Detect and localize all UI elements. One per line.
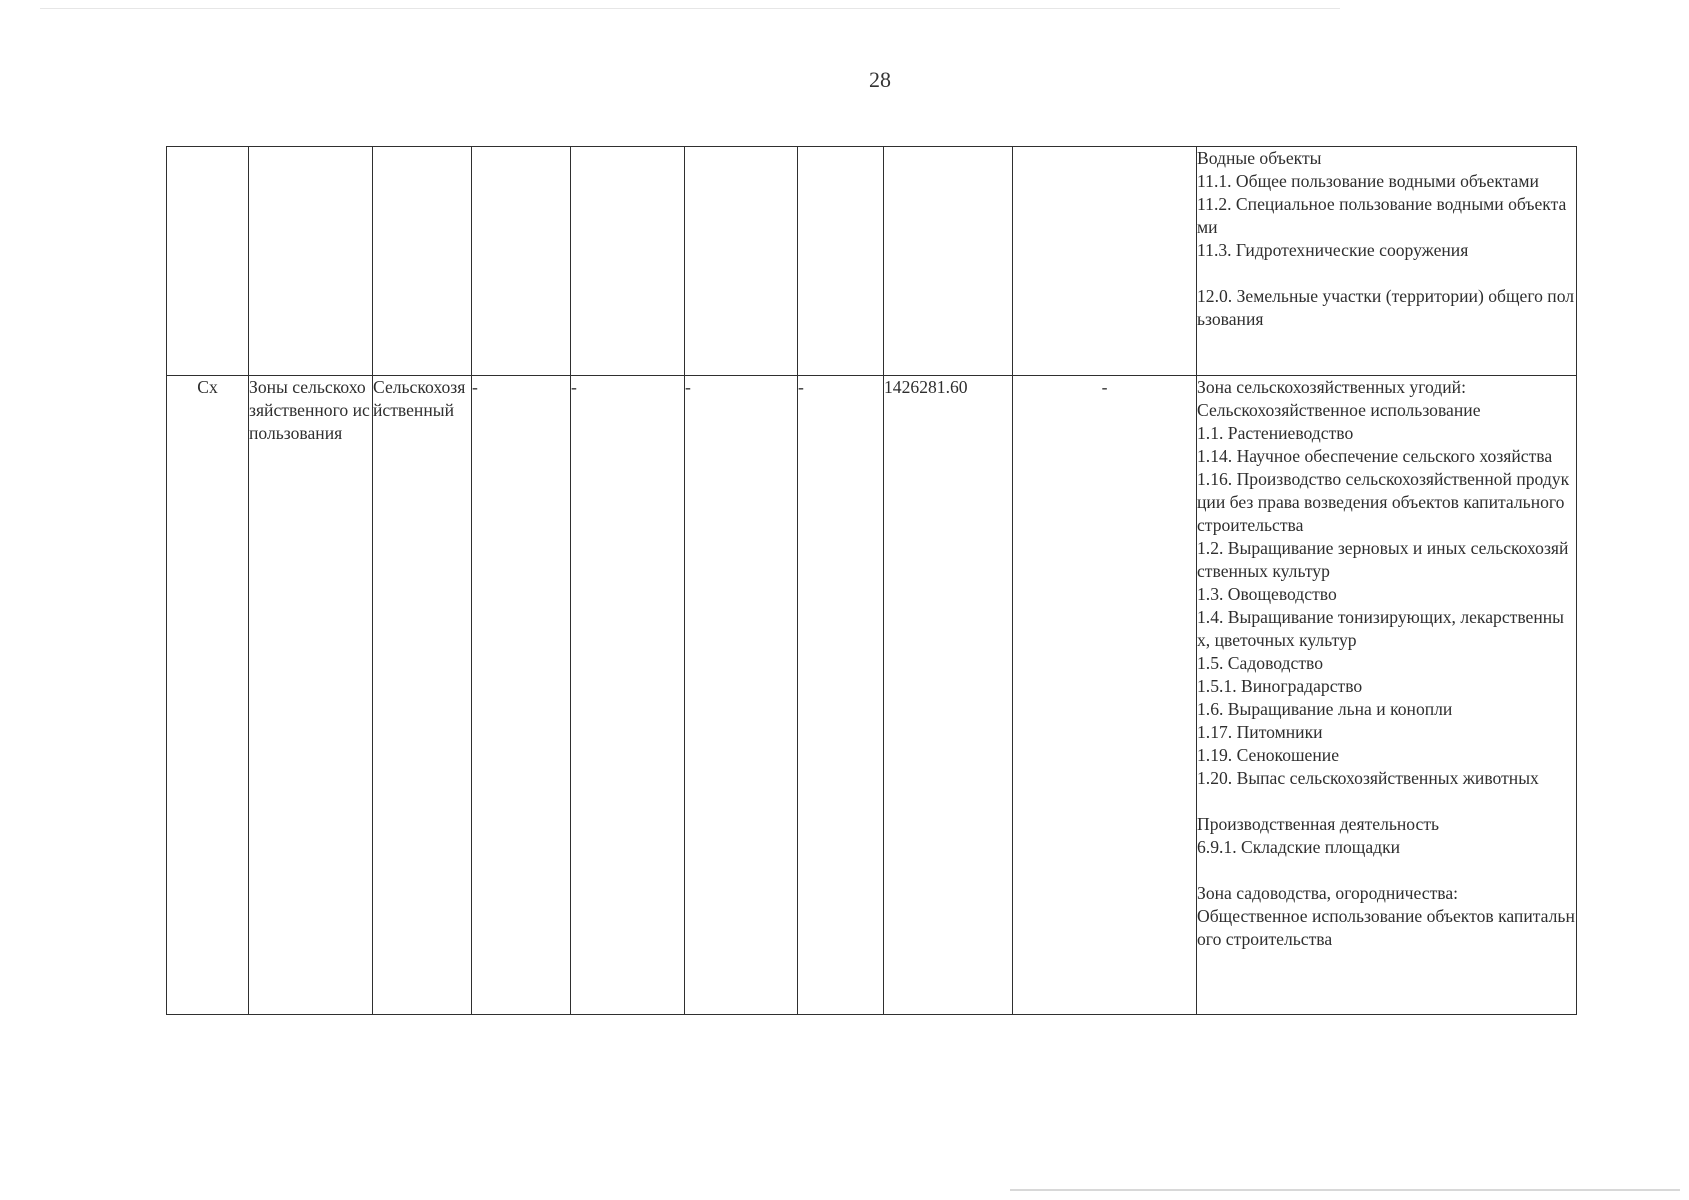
- zone-type-cell: Сельскохозяйственный: [373, 376, 472, 1015]
- table-cell: [685, 147, 798, 376]
- uses-line: 1.5.1. Виноградарство: [1197, 676, 1363, 696]
- uses-line: 6.9.1. Складские площадки: [1197, 837, 1401, 857]
- scan-edge-line-top: [40, 8, 1340, 9]
- uses-line: 1.14. Научное обеспечение сельского хозяйства: [1197, 446, 1553, 466]
- uses-line: Производственная деятельность: [1197, 814, 1440, 834]
- table-cell: -: [798, 376, 884, 1015]
- table-cell: [249, 147, 373, 376]
- uses-spacer: [1197, 790, 1576, 813]
- table-cell: -: [571, 376, 685, 1015]
- table-row: [167, 376, 1577, 1015]
- zone-code-cell: Сх: [167, 376, 249, 1015]
- zone-name-cell: Зоны сельскохозяйственного использования: [249, 376, 373, 1015]
- table-cell: [472, 147, 571, 376]
- uses-line: 11.1. Общее пользование водными объектами: [1197, 171, 1539, 191]
- zone-area-cell: 1426281.60: [884, 376, 1013, 1015]
- uses-line: 12.0. Земельные участки (территории) общего пользования: [1197, 286, 1575, 329]
- permitted-uses-cell: [1197, 376, 1577, 1015]
- uses-line: Общественное использование объектов капитального строительства: [1197, 906, 1575, 949]
- uses-line: 1.1. Растениеводство: [1197, 423, 1354, 443]
- uses-line: 1.3. Овощеводство: [1197, 584, 1337, 604]
- table-row: [167, 147, 1577, 376]
- uses-spacer: [1197, 262, 1576, 285]
- table-cell: -: [1013, 376, 1197, 1015]
- table-cell: [571, 147, 685, 376]
- uses-line: Зона садоводства, огородничества:: [1197, 883, 1459, 903]
- table-cell: [167, 147, 249, 376]
- uses-line: 1.17. Питомники: [1197, 722, 1323, 742]
- uses-line: 1.4. Выращивание тонизирующих, лекарственных, цветочных культур: [1197, 607, 1564, 650]
- table-cell: [1013, 147, 1197, 376]
- table-cell: [884, 147, 1013, 376]
- uses-line: 11.2. Специальное пользование водными объектами: [1197, 194, 1567, 237]
- uses-line: 1.20. Выпас сельскохозяйственных животных: [1197, 768, 1539, 788]
- permitted-uses-cell: [1197, 147, 1577, 376]
- table-cell: [798, 147, 884, 376]
- uses-line: 1.5. Садоводство: [1197, 653, 1323, 673]
- page-number: 28: [869, 67, 891, 92]
- zones-table: [166, 146, 1577, 1015]
- uses-line: 1.19. Сенокошение: [1197, 745, 1340, 765]
- uses-line: 11.3. Гидротехнические сооружения: [1197, 240, 1469, 260]
- uses-spacer: [1197, 859, 1576, 882]
- uses-line: Водные объекты: [1197, 148, 1322, 168]
- uses-line: 1.16. Производство сельскохозяйственной продукции без права возведения объектов капитального строительства: [1197, 469, 1570, 535]
- table-cell: -: [685, 376, 798, 1015]
- scan-edge-line-bottom: [1010, 1189, 1680, 1191]
- uses-line: 1.2. Выращивание зерновых и иных сельскохозяйственных культур: [1197, 538, 1569, 581]
- uses-line: Сельскохозяйственное использование: [1197, 400, 1481, 420]
- uses-line: 1.6. Выращивание льна и конопли: [1197, 699, 1453, 719]
- uses-line: Зона сельскохозяйственных угодий:: [1197, 377, 1466, 397]
- table-cell: -: [472, 376, 571, 1015]
- table-cell: [373, 147, 472, 376]
